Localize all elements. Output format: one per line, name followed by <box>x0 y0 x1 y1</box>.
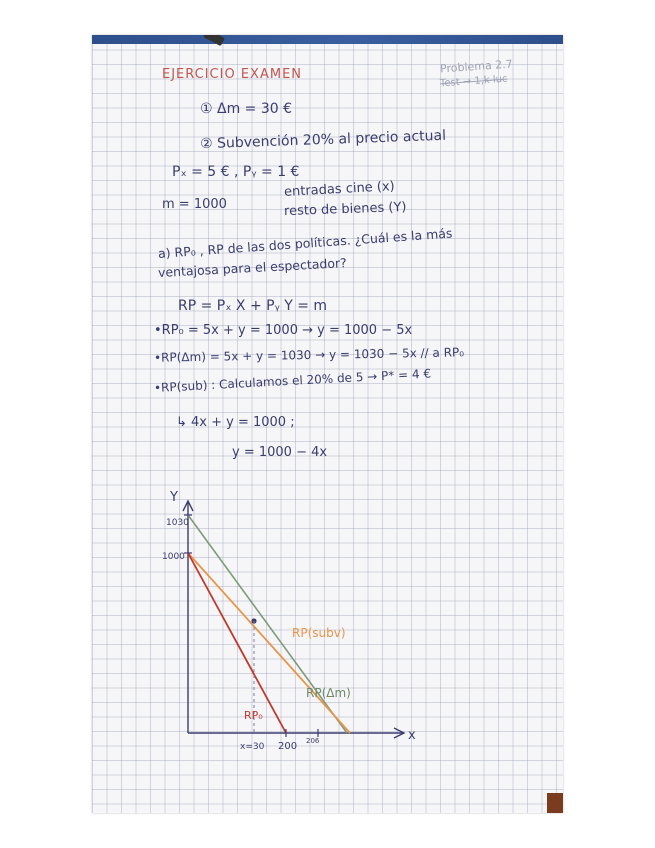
line-rp-sub <box>188 553 350 733</box>
eq-rp0: •RP₀ = 5x + y = 1000 → y = 1000 − 5x <box>154 323 413 338</box>
eq-rpm: •RP(Δm) = 5x + y = 1030 → y = 1030 − 5x // a RP₀ <box>153 345 465 365</box>
eq-sub-3: y = 1000 − 4x <box>232 445 328 460</box>
line-rp0 <box>188 553 286 733</box>
x-tick-206-label: 206 <box>306 737 320 745</box>
budget-line-graph <box>92 35 563 813</box>
corner-note-line2: Test → 1,k luc <box>439 73 508 90</box>
income-line: m = 1000 <box>162 197 227 212</box>
good-x-label: entradas cine (x) <box>283 179 396 200</box>
y-tick-1030-label: 1030 <box>166 518 189 528</box>
x-axis-label: x <box>408 728 416 743</box>
x-tick-30-label: x=30 <box>240 742 265 752</box>
corner-note-line1: Problema 2.7 <box>439 57 514 76</box>
item-two: ② Subvención 20% al precio actual <box>199 127 447 153</box>
question-line2: ventajosa para el espectador? <box>157 255 348 280</box>
label-rp0: RP₀ <box>244 709 263 722</box>
question-line1: a) RP₀ , RP de las dos políticas. ¿Cuál es la más <box>157 225 453 261</box>
x-tick-200-label: 200 <box>278 741 298 752</box>
item-one: ① Δm = 30 € <box>200 101 293 117</box>
label-rp-dm: RP(Δm) <box>306 686 351 700</box>
good-y-label: resto de bienes (Y) <box>283 199 407 220</box>
prices-line: Pₓ = 5 € , Pᵧ = 1 € <box>172 164 300 180</box>
label-rp-sub: RP(subv) <box>292 626 346 640</box>
exercise-title: EJERCICIO EXAMEN <box>162 67 303 82</box>
y-axis-label: Y <box>170 490 178 505</box>
y-tick-1000-label: 1000 <box>162 552 185 562</box>
notebook-page <box>92 35 563 813</box>
eq-general: RP = Pₓ X + Pᵧ Y = m <box>178 298 328 314</box>
eq-sub-2: ↳ 4x + y = 1000 ; <box>176 415 295 430</box>
eq-sub: •RP(sub) : Calculamos el 20% de 5 → P* = 4 € <box>153 366 432 395</box>
